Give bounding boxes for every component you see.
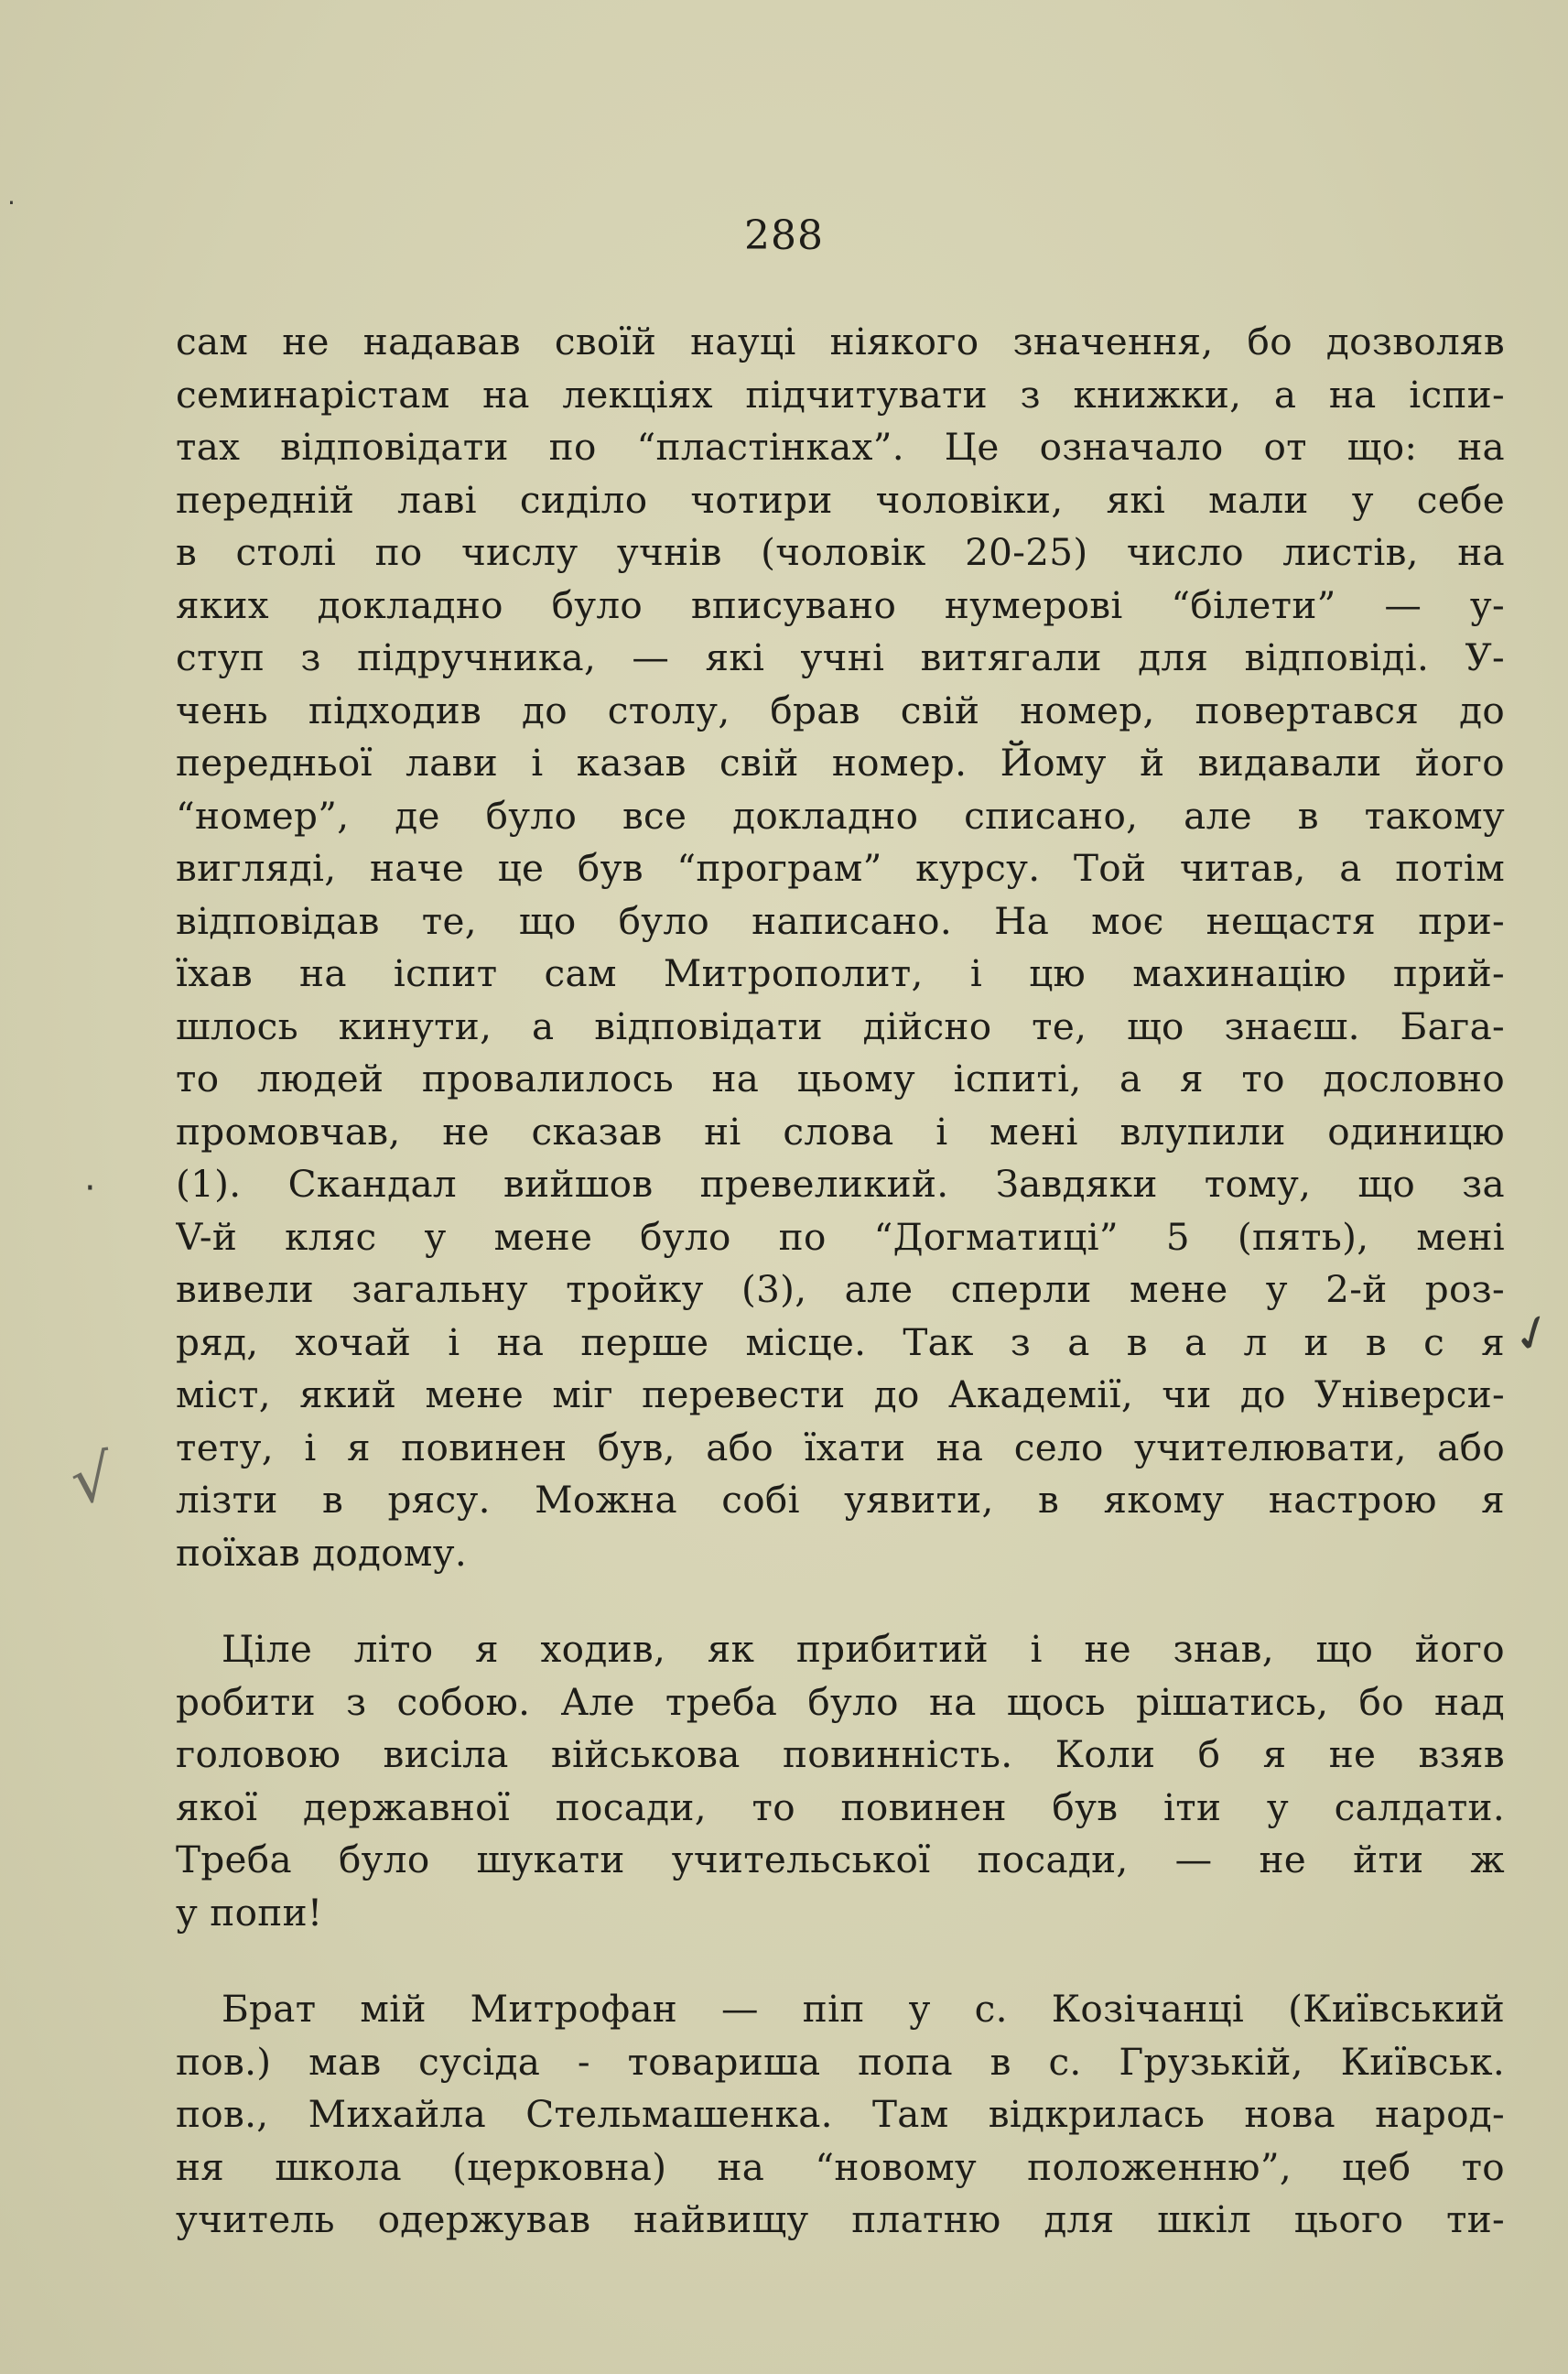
margin-check-mark: √ — [66, 1439, 118, 1520]
text-line: тах відповідати по “пластінках”. Це означало от що: на — [176, 425, 1505, 469]
text-line: “номер”, де було все докладно списано, але в такому — [176, 793, 1505, 838]
paragraph — [176, 1983, 1505, 2247]
text-line: головою висіла військова повинність. Коли б я не взяв — [176, 1732, 1505, 1776]
text-line: у попи! — [176, 1890, 323, 1935]
text-line: (1). Скандал вийшов превеликий. Завдяки тому, що за — [176, 1162, 1505, 1206]
text-line: ряд, хочай і на перше місце. Так з а в а л и в с я — [176, 1319, 1505, 1364]
text-line: вигляді, наче це був “програм” курсу. Той читав, а потім — [176, 846, 1505, 890]
text-line: робити з собою. Але треба було на щось рішатись, бо над — [176, 1679, 1505, 1724]
text-line: семинарістам на лекціях підчитувати з книжки, а на іспи- — [176, 372, 1505, 417]
page-number: 288 — [744, 212, 824, 259]
text-line: V-й кляс у мене було по “Догматиці” 5 (пять), мені — [176, 1214, 1505, 1259]
text-line: поїхав додому. — [176, 1530, 468, 1575]
text-line: вивели загальну тройку (3), але сперли мене у 2-й роз- — [176, 1267, 1505, 1311]
text-line: ня школа (церковна) на “новому положенню”, цеб то — [176, 2144, 1505, 2189]
text-line: шлось кинути, а відповідати дійсно те, що знаєш. Бага- — [176, 1003, 1505, 1048]
text-line: відповідав те, що було написано. На моє нещастя при- — [176, 898, 1505, 943]
margin-speck: · — [84, 1167, 96, 1209]
margin-speck: · — [7, 188, 16, 218]
text-line: Треба було шукати учительської посади, — не йти ж — [176, 1837, 1505, 1881]
text-line: пов., Михайла Стельмашенка. Там відкрилась нова народ- — [176, 2092, 1505, 2136]
text-line: промовчав, не сказав ні слова і мені влупили одиницю — [176, 1109, 1505, 1154]
text-line: їхав на іспит сам Митрополит, і цю махинацію прий- — [176, 951, 1505, 995]
text-line: ступ з підручника, — які учні витягали для відповіді. У- — [176, 635, 1505, 679]
text-line: то людей провалилось на цьому іспиті, а я то дословно — [176, 1057, 1505, 1100]
text-line: лізти в рясу. Можна собі уявити, в якому настрою я — [176, 1478, 1505, 1522]
text-line: учитель одержував найвищу платню для шкіл цього ти- — [176, 2197, 1505, 2241]
paragraph — [176, 1623, 1505, 1939]
text-line: якої державної посади, то повинен був іти у салдати. — [176, 1784, 1505, 1829]
text-line: Брат мій Митрофан — піп у с. Козічанці (Київський — [222, 1987, 1505, 2031]
text-line: передній лаві сиділо чотири чоловіки, які мали у себе — [176, 477, 1505, 522]
text-line: міст, який мене міг перевести до Академії, чи до Універси- — [176, 1372, 1505, 1416]
body-text — [176, 316, 1505, 2247]
text-line: яких докладно було вписувано нумерові “білети” — у- — [176, 582, 1505, 627]
paragraph — [176, 316, 1505, 1579]
text-line: в столі по числу учнів (чоловік 20-25) число листів, на — [176, 530, 1505, 574]
text-line: передньої лави і казав свій номер. Йому й видавали його — [176, 741, 1505, 785]
text-line: чень підходив до столу, брав свій номер, повертався до — [176, 688, 1505, 732]
text-line: сам не надавав своїй науці ніякого значення, бо дозволяв — [176, 320, 1505, 363]
text-line: тету, і я повинен був, або їхати на село учителювати, або — [176, 1425, 1505, 1469]
text-line: пов.) мав сусіда - товариша попа в с. Грузькій, Київськ. — [176, 2039, 1505, 2084]
text-line: Ціле літо я ходив, як прибитий і не знав, що його — [222, 1627, 1505, 1671]
margin-check-mark: ✓ — [1503, 1299, 1563, 1368]
